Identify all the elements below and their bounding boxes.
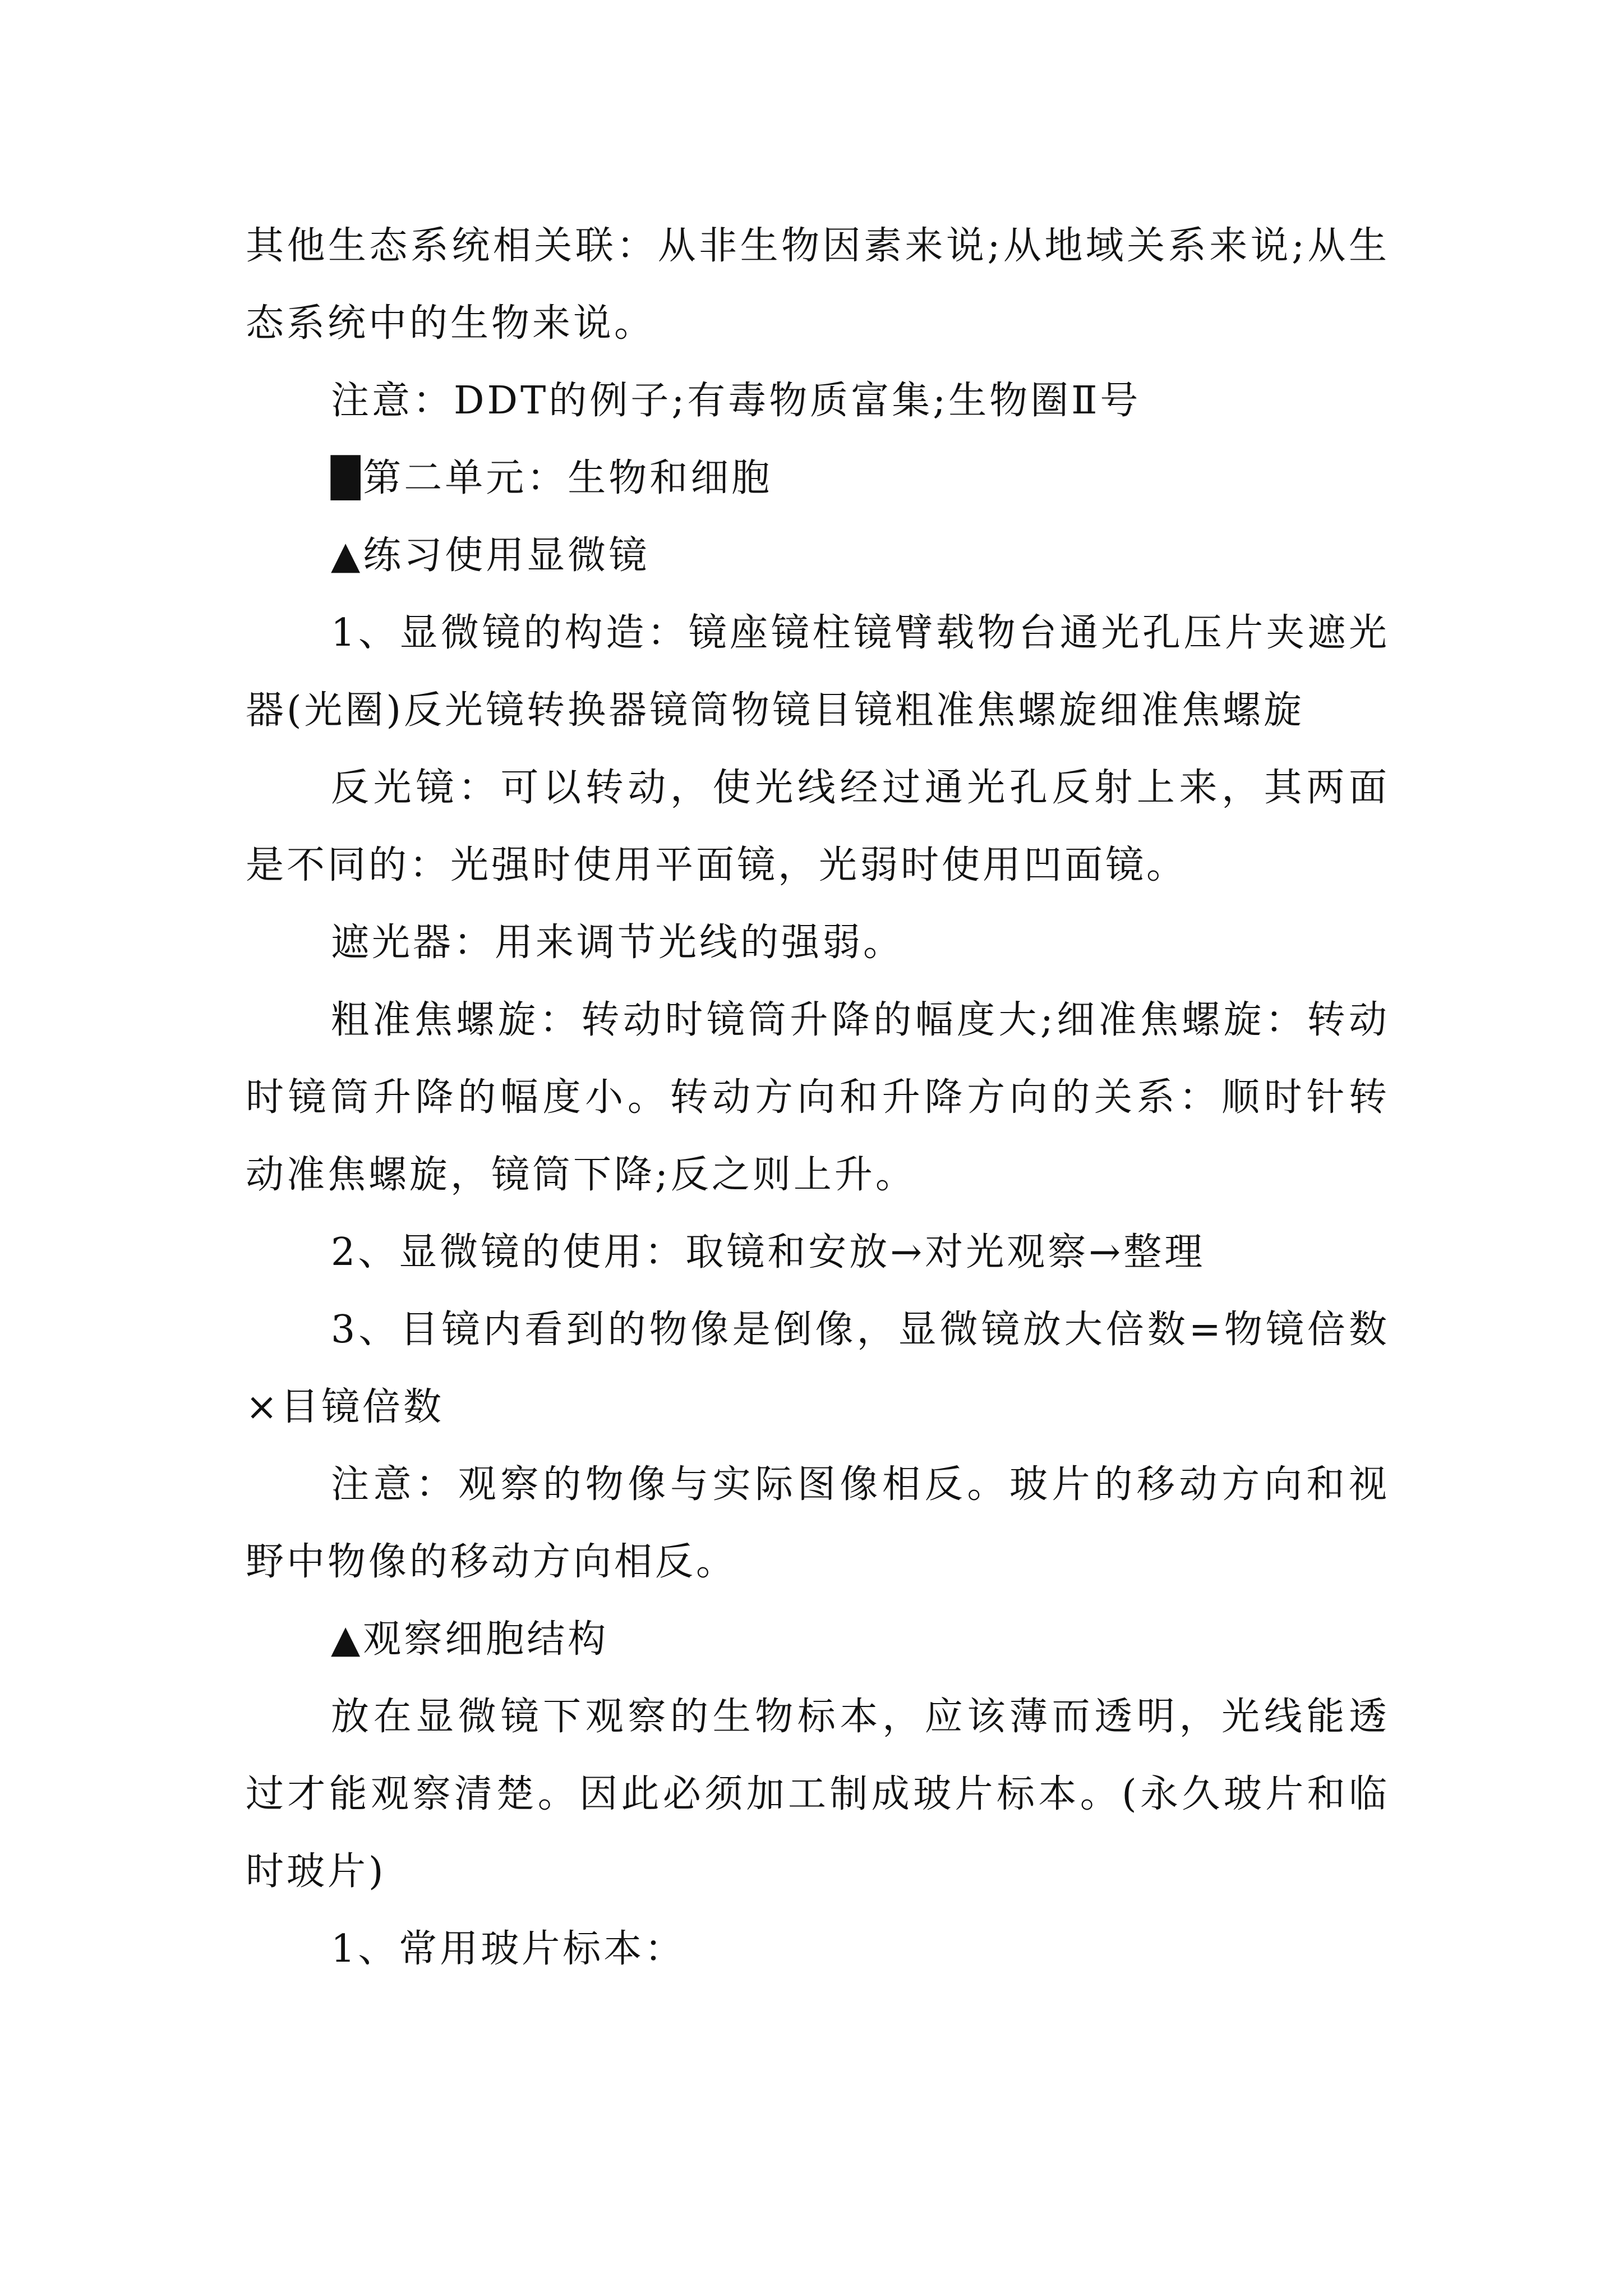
section-heading-microscope: ▲练习使用显微镜 bbox=[331, 533, 650, 578]
paragraph-reflector: 反光镜：可以转动，使光线经过通光孔反射上来，其两面是不同的：光强时使用平面镜，光弱时使用凹面镜。 bbox=[246, 766, 1390, 887]
document-body bbox=[246, 208, 1390, 1988]
paragraph-note-ddt: 注意：DDT的例子;有毒物质富集;生物圈Ⅱ号 bbox=[331, 379, 1141, 423]
paragraph-note-inverted-image: 注意：观察的物像与实际图像相反。玻片的移动方向和视野中物像的移动方向相反。 bbox=[246, 1462, 1390, 1584]
paragraph-diaphragm: 遮光器：用来调节光线的强弱。 bbox=[331, 921, 905, 965]
paragraph-common-slides: 1、常用玻片标本： bbox=[331, 1927, 686, 1971]
section-heading-cell-structure: ▲观察细胞结构 bbox=[331, 1617, 609, 1662]
paragraph-microscope-structure: 1、显微镜的构造：镜座镜柱镜臂载物台通光孔压片夹遮光器(光圈)反光镜转换器镜筒物镜目镜粗准焦螺旋细准焦螺旋 bbox=[246, 611, 1390, 733]
paragraph-magnification: 3、目镜内看到的物像是倒像，显微镜放大倍数=物镜倍数×目镜倍数 bbox=[246, 1308, 1390, 1429]
unit-heading: █第二单元：生物和细胞 bbox=[331, 456, 773, 500]
paragraph-ecosystem-links: 其他生态系统相关联：从非生物因素来说;从地域关系来说;从生态系统中的生物来说。 bbox=[246, 224, 1390, 346]
paragraph-microscope-usage: 2、显微镜的使用：取镜和安放→对光观察→整理 bbox=[331, 1230, 1206, 1274]
paragraph-specimen-prep: 放在显微镜下观察的生物标本，应该薄而透明，光线能透过才能观察清楚。因此必须加工制成玻片标本。(永久玻片和临时玻片) bbox=[246, 1695, 1390, 1894]
paragraph-focus-knobs: 粗准焦螺旋：转动时镜筒升降的幅度大;细准焦螺旋：转动时镜筒升降的幅度小。转动方向和升降方向的关系：顺时针转动准焦螺旋，镜筒下降;反之则上升。 bbox=[246, 998, 1390, 1197]
